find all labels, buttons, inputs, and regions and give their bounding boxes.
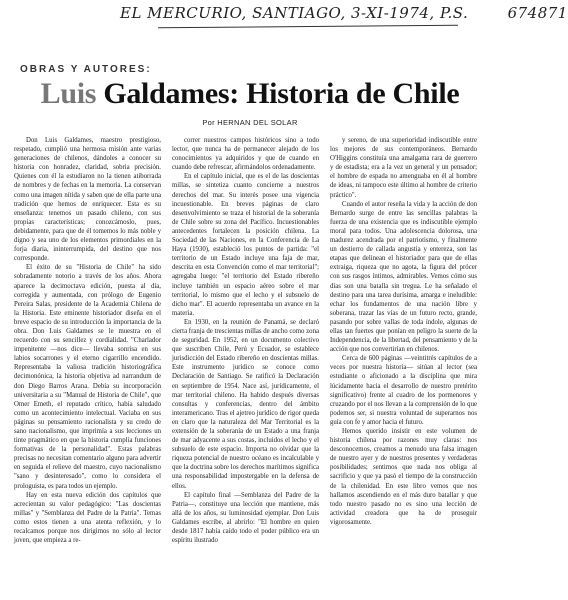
- article-paragraph: Cuando el autor reseña la vida y la acción de don Bernardo surge de entre las sencillas palabras la fuerza de una existencia que es indiscutible ejemplo moral para todos. Una adolescencia dolorosa, una madurez acendrada por el patriotismo, y finalmente un destierro de callada angustia y entereza, son las etapas que delinean el historiador para que de ellas extraiga, riqueza que no agota, la figura del prócer con sus rasgos íntimos, admirables. Vemos cómo sus días son una batalla sin tregua. Le ha señalado el destino para una tarea durísima, amarga e ineludible: echar los fundamentos de una nación libre y soberana, trazar las vías de un futuro recto, grande, pasando por sobre vallas de toda índole, algunas de ellas tan fuertes que ponían en peligro la suerte de la Independencia, de la libertad, del pensamiento y de la acción que nos convertirían en chilenos.: [330, 200, 477, 354]
- article-paragraph: Don Luis Galdames, maestro prestigioso, respetado, cumplió una hermosa misión ante varias generaciones de chilenos, dándoles a conocer su historia con honradez, claridad, sobria precisión. Quienes con él la estudiaron no la tienen atiborrada de nombres y de fechas en la memoria. La conservan como una imagen nítida y saben que de ella parte una tradición que hemos de enriquecer. Esta es su enseñanza: tenemos un pasado chileno, con sus propias características; conozcámoslo, pues, debidamente, para que de él tomemos lo más noble y digno y sea uno de los elementos primordiales en la forja diaria, ininterrumpida, del destino que nos corresponde.: [14, 137, 161, 263]
- headline-first-name: Luis: [40, 77, 97, 110]
- article-paragraph: El capítulo final —Semblanza del Padre de la Patria—, constituye una lección que mantiene, más allá de los años, su luminosidad ejemplar. Don Luis Galdames escribe, al abrirlo: "El hombre en quien desde 1817 había caído todo el poder público era un espíritu ilustrado: [172, 491, 319, 545]
- article-column-3: [330, 136, 477, 591]
- article-paragraph: y sereno, de una superioridad indiscutible entre los mejores de sus contemporáneos. Bernardo O'Higgins constituía una amalgama rara de guerrero y de estadista; era a la vez un general y un pensador; el hombre de espada no amenguaba en él al hombre de ideas, ni tampoco este último al hombre de criterio práctico".: [330, 137, 477, 199]
- article-column-1: [14, 136, 161, 591]
- article-paragraph: En 1930, en la reunión de Panamá, se declaró cierta franja de trescientas millas de ancho como zona de seguridad. En 1952, en un documento colectivo que suscriben Chile, Perú y Ecuador, se establece jurisdicción del Estado ribereño en doscientas millas. Este instrumento jurídico se conoce como Declaración de Santiago. Se ratificó la Declaración en septiembre de 1954. Nace así, jurídicamente, el mar territorial chileno. Ha habido después diversas consultas y conferencias, dentro del ámbito interamericano. Tras el ajetreo jurídico de rigor queda en claro que la naturaleza del Mar Territorial es la extensión de la soberanía de un Estado a una franja de mar adyacente a sus costas, incluidos el lecho y el subsuelo de este espacio. Importa no olvidar que la riqueza potencial de nuestro océano es incalculable y que la doctrina sobre los derechos marítimos significa una responsabilidad impostergable en la defensa de ellos.: [172, 318, 319, 490]
- article-headline: [20, 76, 480, 112]
- headline-rest: Galdames: Historia de Chile: [96, 77, 460, 110]
- section-kicker: OBRAS Y AUTORES:: [20, 64, 152, 75]
- catalog-number: 674871: [507, 4, 568, 22]
- article-paragraph: En el capítulo inicial, que es el de las doscientas millas, se sintetiza cuanto concierne a nuestros derechos del mar. Su interés posee una vigencia incuestionable. En breves páginas de claro desenvolvimiento se traza el historial de la soberanía de Chile sobre su zona del Pacífico. Incuestionables antecedentes fortalecen la posición chilena. La Sociedad de las Naciones, en la Conferencia de La Haya (1930), estableció los puntos de partida: "el territorio de un Estado incluye una faja de mar, descrita en esta Convención como el mar territorial"; agregaba luego: "el territorio del Estado ribereño incluye también un espacio aéreo sobre el mar territorial, lo mismo que el lecho y el subsuelo de dicho mar". El acuerdo representaba un avance en la materia.: [172, 173, 319, 317]
- article-column-2: [172, 136, 319, 591]
- article-byline: Por HERNAN DEL SOLAR: [202, 118, 298, 127]
- source-annotation: EL MERCURIO, SANTIAGO, 3-XI-1974, P.S.: [120, 4, 469, 22]
- article-paragraph: El éxito de su "Historia de Chile" ha sido sobradamente notorio a través de los años. Ahora aparece la decimoctava edición, puesta al día, corregida y aumentada, con prólogo de Eugenio Pereira Salas, presidente de la Academia Chilena de la Historia. Este eminente historiador diseña en el breve espacio de su introducción la importancia de la obra. Don Luis Galdames se le muestra en el recuerdo con su sencillez y cordialidad. "Charlador impenitente —nos dice— llevaba sonrisa en sus labios socarrones y el eterno cigarrillo encendido. Representaba la valiosa tradición historiográfica decimonónica, la historia objetiva ad narrandum de don Diego Barros Arana. Debía su incorporación universitaria a su "Manual de Historia de Chile", que Omer Emeth, el reputado crítico, había saludado como un acontecimiento intelectual. Vaciaba en sus páginas su pensamiento racionalista y su credo de sano nacionalismo, que imprimía a sus lecciones un tinte pragmático en que la historia cumplía funciones formativas de la personalidad". Estas palabras precisas no necesitan comentario alguno para advertir en seguida el relieve del maestro, cuyo nacionalismo "sano y desinteresado", como lo considera el prologuista, es para todos un ejemplo.: [14, 264, 161, 490]
- article-paragraph: Hemos querido insistir en este volumen de historia chilena por razones muy claras: nos desconocemos, creamos a menudo una falsa imagen de nuestro ayer y de nuestros presentes y verdaderas posibilidades; sentimos que nada nos obliga al sacrificio y que ya pasó el tiempo de la construcción de la chilenidad. En este libro vemos que nos hallamos ascendiendo en el más duro batallar y que todo nuestro pasado no es sino una lección de actividad creadora que ha de proseguir vigorosamente.: [330, 428, 477, 526]
- article-paragraph: Cerca de 600 páginas —veintitrés capítulos de a veces por nuestra historia— sitúan al lector (sea estudiante o aficionado a la disciplina que mira lúcidamente hacia el desarrollo de nuestro pretérito significativo) frente al cuadro de los pormenores y cruzando por el nos llevan a la comprensión de lo que podemos ser, si nuestra voluntad de superarnos nos guía con fe y amor hacia el futuro.: [330, 355, 477, 426]
- article-paragraph: correr nuestros campos históricos sino a todo lector, que nunca ha de permanecer alejado de los conocimientos ya adquiridos y que de cuando en cuando debe refrescar, afirmándolos ordenadamente.: [172, 137, 319, 172]
- article-paragraph: Hay en esta nueva edición dos capítulos que acrecientan su valor pedagógico: "Las doscientas millas" y "Semblanza del Padre de la Patria". Temas como estos tienen a una atenta reflexión, y lo recalcamos porque nos dirigimos no sólo al lector joven, que empieza a re-: [14, 491, 161, 545]
